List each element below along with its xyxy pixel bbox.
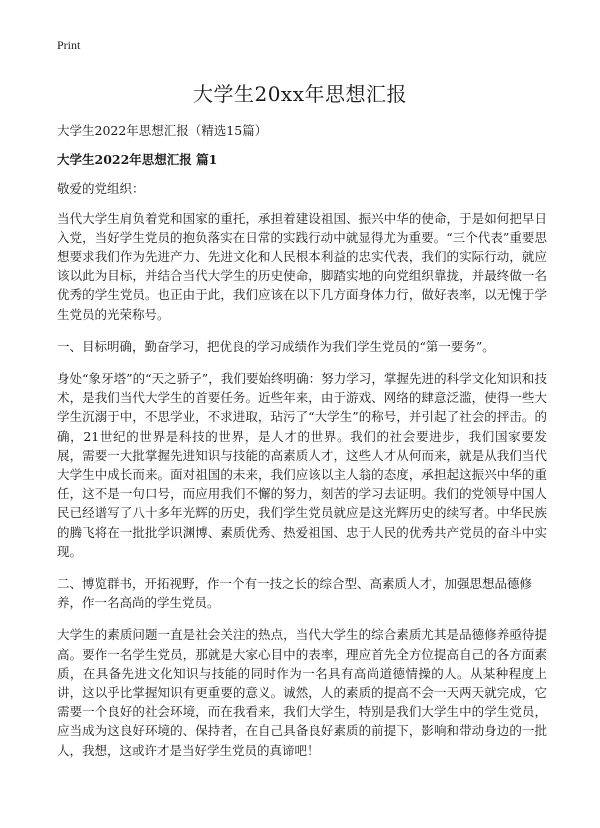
heading-point-two: 二、博览群书，开拓视野，作一个有一技之长的综合型、高素质人才，加强思想品德修养，作一名高尚的学生党员。 — [57, 576, 533, 611]
print-label: Print — [57, 38, 81, 52]
document-body — [57, 121, 547, 773]
paragraph-point-two: 大学生的素质问题一直是社会关注的热点，当代大学生的综合素质尤其是品德修养亟待提高。要作一名学生党员，那就是大家心目中的表率，理应首先全方位提高自己的各方面素质，在具备先进文化知识与技能的同时作为一名具有高尚道德情操的人。从某种程度上讲，这以乎比掌握知识有更重要的意义。诚然，人的素质的提高不会一天两天就完成，它需要一个良好的社会环境，而在我看来，我们大学生，特别是我们大学生中的学生党员，应当成为这良好环境的、保持者，在自己具备良好素质的前提下，影响和带动身边的一批人，我想，这或许才是当好学生党员的真谛吧！ — [57, 627, 547, 758]
paragraph-intro: 当代大学生肩负着党和国家的重托，承担着建设祖国、振兴中华的使命，于是如何把早日入党，当好学生党员的抱负落实在日常的实践行动中就显得尤为重要。“三个代表”重要思想要求我们作为先进产力、先进文化和人民根本利益的忠实代表，我们的实际行动，就应该以此为目标，并结合当代大学生的历史使命，脚踏实地的向党组织靠拢，并最终做一名优秀的学生党员。也正由于此，我们应该在以下几方面身体力行，做好表率，以无愧于学生党员的光荣称号。 — [57, 210, 547, 322]
paragraph-point-one: 身处“象牙塔”的“天之骄子”，我们要始终明确：努力学习，掌握先进的科学文化知识和技术，是我们当代大学生的首要任务。近些年来，由于游戏、网络的肆意泛滥，使得一些大学生沉溺于中，不思学业，不求进取，玷污了“大学生”的称号，并引起了社会的抨击。的确，21世纪的世界是科技的世界，是人才的世界。我们的社会要进步，我们国家要发展，需要一大批掌握先进知识与技能的高素质人才，这些人才从何而来，就是从我们当代大学生中成长而来。面对祖国的未来，我们应该以主人翁的态度，承担起这振兴中华的重任，这不是一句口号，而应用我们不懈的努力，刻苦的学习去证明。我们的党领导中国人民已经谱写了八十多年光辉的历史，我们学生党员就应是这光辉历史的续写者。中华民族的腾飞将在一批批学识渊博、素质优秀、热爱祖国、忠于人民的优秀共产党员的奋斗中实现。 — [57, 371, 547, 559]
heading-point-one: 一、目标明确，勤奋学习，把优良的学习成绩作为我们学生党员的“第一要务”。 — [57, 338, 495, 354]
document-title: 大学生20xx年思想汇报 — [192, 82, 407, 106]
salutation: 敬爱的党组织： — [57, 181, 145, 197]
section-title: 大学生2022年思想汇报 篇1 — [57, 152, 218, 168]
document-subtitle: 大学生2022年思想汇报（精选15篇） — [57, 123, 268, 138]
